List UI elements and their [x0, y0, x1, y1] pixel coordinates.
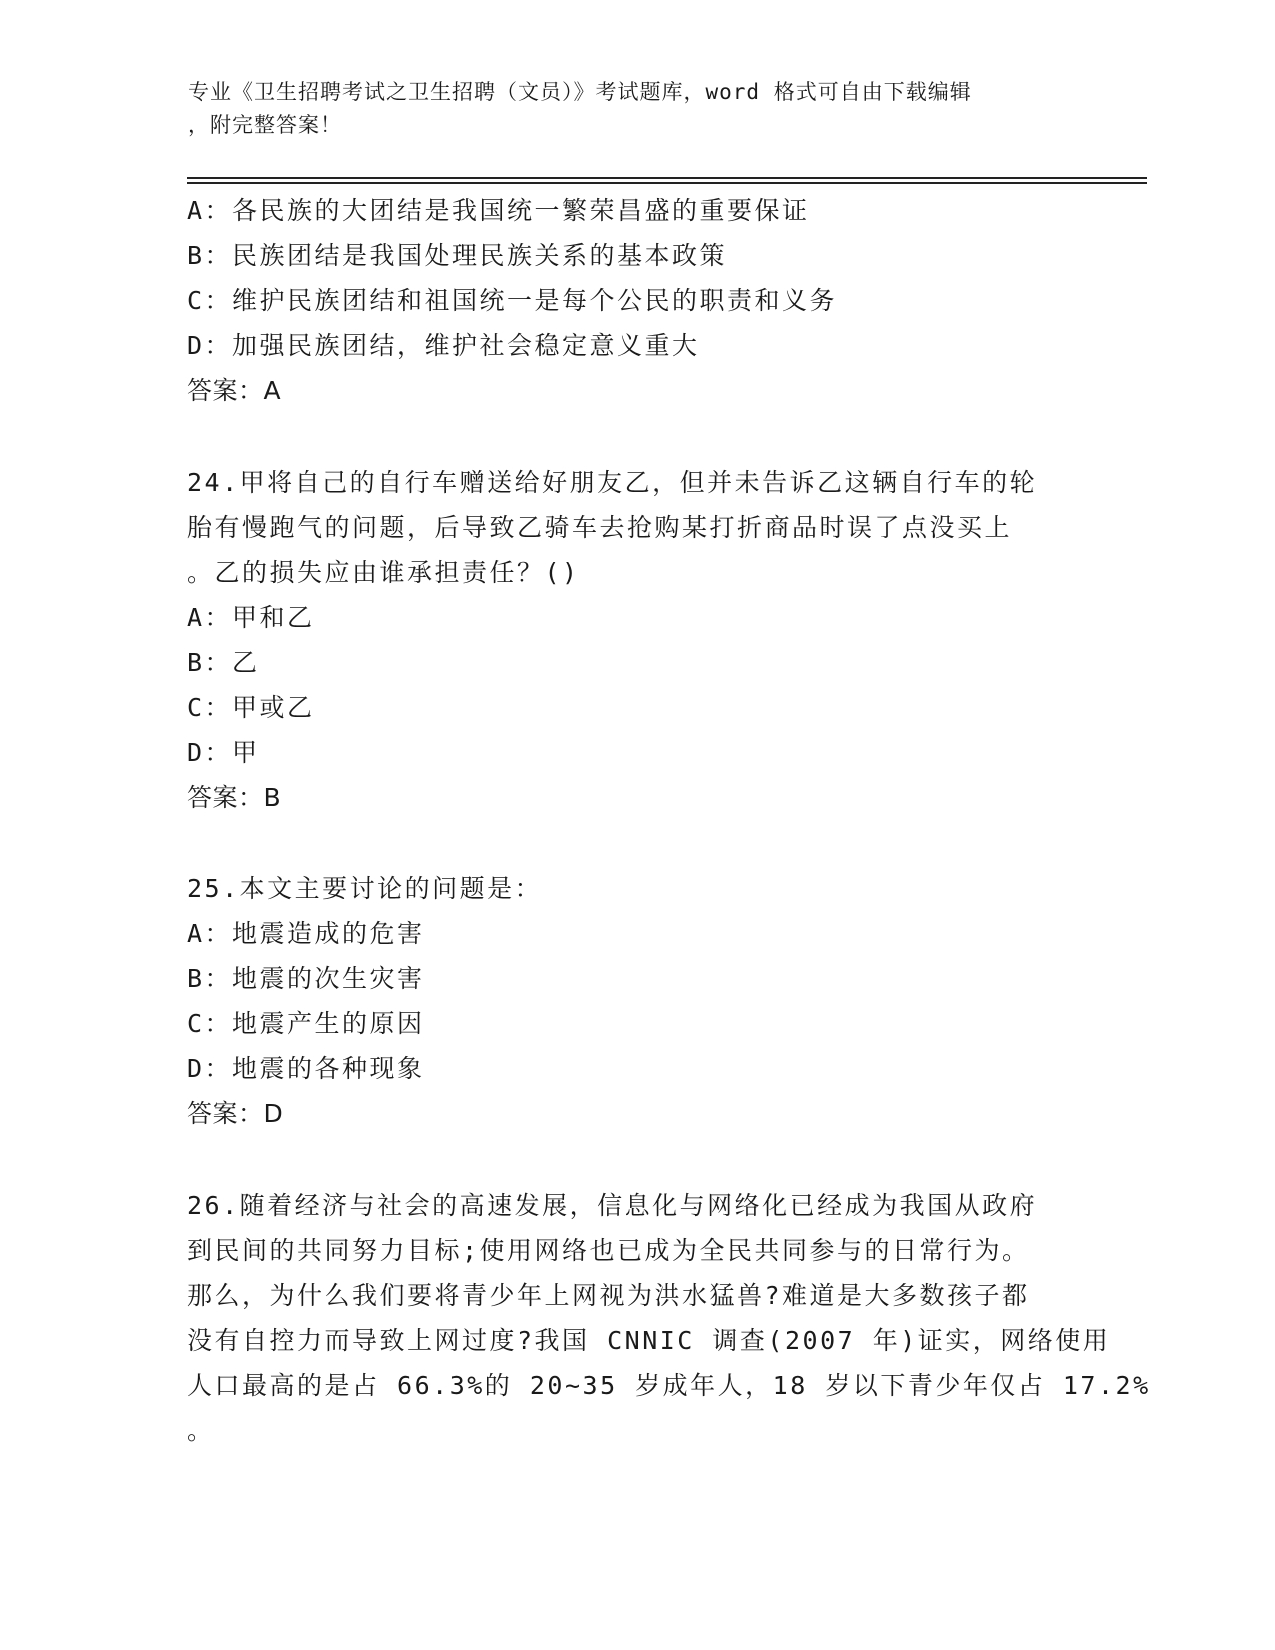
spacer — [187, 820, 1087, 866]
option-a: A：地震造成的危害 — [187, 919, 425, 948]
question-26 — [187, 1183, 1151, 1453]
option-b: B：民族团结是我国处理民族关系的基本政策 — [187, 241, 728, 270]
question-stem-line: 。 — [187, 1415, 215, 1445]
question-25 — [187, 866, 1087, 1137]
question-stem-line: 那么，为什么我们要将青少年上网视为洪水猛兽?难道是大多数孩子都 — [187, 1280, 1030, 1310]
question-stem-line: 到民间的共同努力目标;使用网络也已成为全民共同参与的日常行为。 — [187, 1235, 1030, 1265]
option-c: C：维护民族团结和祖国统一是每个公民的职责和义务 — [187, 286, 838, 315]
document-body — [187, 188, 1151, 1453]
header-divider-bottom — [187, 182, 1147, 184]
option-b: B：地震的次生灾害 — [187, 964, 425, 993]
answer: 答案：D — [187, 1099, 284, 1128]
option-a: A：甲和乙 — [187, 602, 315, 632]
option-d: D：甲 — [187, 737, 260, 767]
question-24 — [187, 460, 1087, 821]
answer: 答案：B — [187, 782, 282, 812]
document-header — [188, 76, 1068, 142]
question-stem-line: 。乙的损失应由谁承担责任？() — [187, 557, 580, 587]
option-d: D：加强民族团结，维护社会稳定意义重大 — [187, 331, 700, 360]
question-stem-line: 24.甲将自己的自行车赠送给好朋友乙，但并未告诉乙这辆自行车的轮 — [187, 467, 1038, 497]
question-stem-line: 没有自控力而导致上网过度?我国 CNNIC 调查(2007 年)证实，网络使用 — [187, 1325, 1111, 1355]
header-divider-top — [187, 177, 1147, 179]
question-stem-line: 25.本文主要讨论的问题是： — [187, 874, 543, 903]
option-d: D：地震的各种现象 — [187, 1054, 425, 1083]
question-stem-line: 人口最高的是占 66.3%的 20~35 岁成年人，18 岁以下青少年仅占 17.2% — [187, 1370, 1151, 1400]
question-stem-line: 胎有慢跑气的问题，后导致乙骑车去抢购某打折商品时误了点没买上 — [187, 512, 1013, 542]
option-a: A：各民族的大团结是我国统一繁荣昌盛的重要保证 — [187, 196, 810, 225]
answer: 答案：A — [187, 376, 282, 405]
option-b: B：乙 — [187, 647, 260, 677]
spacer — [187, 1137, 1087, 1183]
option-c: C：地震产生的原因 — [187, 1009, 425, 1038]
header-line-1: 专业《卫生招聘考试之卫生招聘（文员）》考试题库，word 格式可自由下载编辑 — [188, 80, 972, 104]
question-23 — [187, 188, 1087, 414]
question-stem-line: 26.随着经济与社会的高速发展，信息化与网络化已经成为我国从政府 — [187, 1190, 1038, 1220]
option-c: C：甲或乙 — [187, 692, 315, 722]
header-line-2: ，附完整答案！ — [188, 113, 342, 137]
spacer — [187, 414, 1087, 460]
